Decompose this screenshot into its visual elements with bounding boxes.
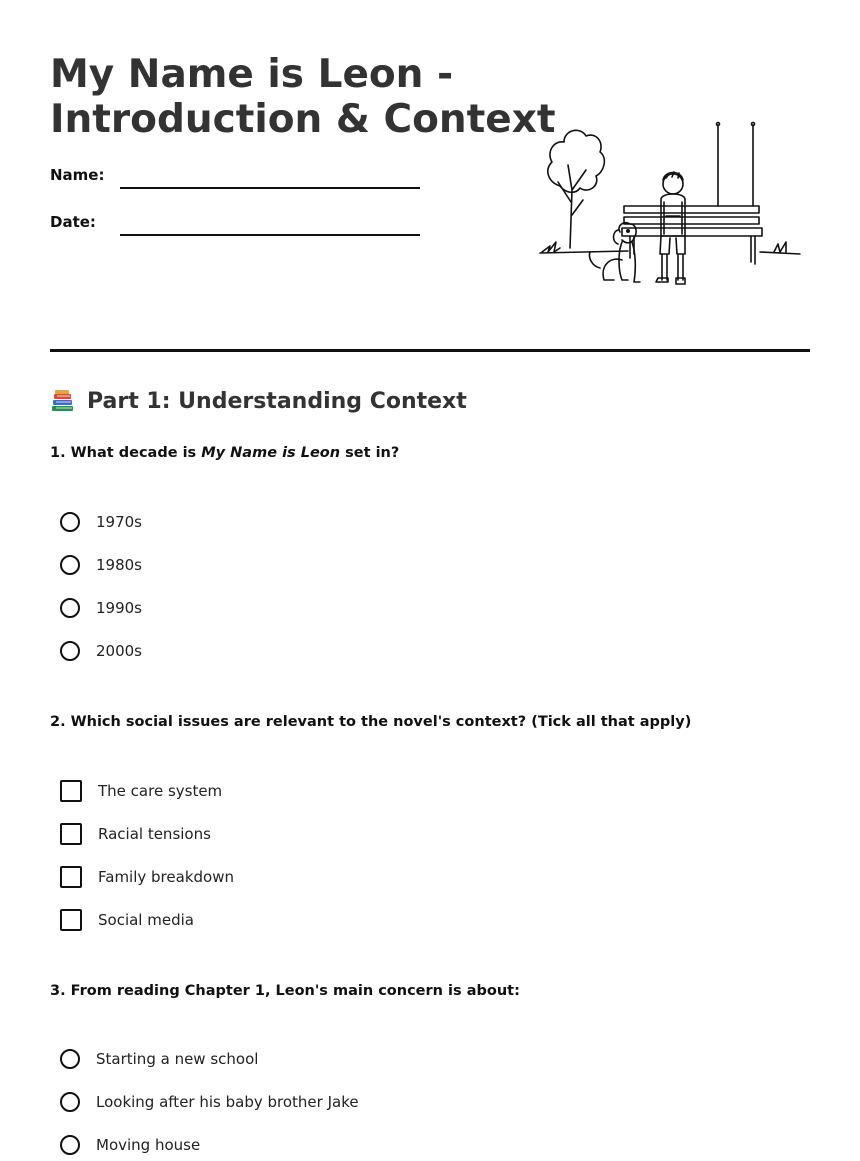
radio-button[interactable] <box>60 1049 80 1069</box>
option-label: The care system <box>98 782 223 800</box>
option-label: Looking after his baby brother Jake <box>96 1093 359 1111</box>
option-baby-brother[interactable] <box>60 1090 359 1114</box>
header-divider <box>50 349 810 352</box>
option-family-breakdown[interactable] <box>60 865 234 889</box>
question-2: 2. Which social issues are relevant to the novel's context? (Tick all that apply) <box>50 714 692 730</box>
question-1-prefix: 1. What decade is <box>50 445 202 461</box>
worksheet-title <box>50 52 556 142</box>
radio-button[interactable] <box>60 1092 80 1112</box>
checkbox[interactable] <box>60 823 82 845</box>
section-title: Part 1: Understanding Context <box>87 388 467 414</box>
name-field[interactable] <box>120 187 420 189</box>
radio-button[interactable] <box>60 641 80 661</box>
option-label: 1980s <box>96 556 142 574</box>
option-label: Social media <box>98 911 194 929</box>
checkbox[interactable] <box>60 909 82 931</box>
boy-and-dog-illustration <box>538 120 804 298</box>
date-label: Date: <box>50 213 96 231</box>
question-1-book-title: My Name is Leon <box>201 445 341 461</box>
option-social-media[interactable] <box>60 908 194 932</box>
title-line-2: Introduction & Context <box>50 97 556 142</box>
checkbox[interactable] <box>60 780 82 802</box>
question-3: 3. From reading Chapter 1, Leon's main concern is about: <box>50 983 520 999</box>
option-label: Moving house <box>96 1136 201 1154</box>
radio-button[interactable] <box>60 1135 80 1155</box>
section-heading <box>50 388 467 414</box>
option-1990s[interactable] <box>60 596 142 620</box>
name-label: Name: <box>50 166 105 184</box>
option-label: Starting a new school <box>96 1050 259 1068</box>
date-field[interactable] <box>120 234 420 236</box>
option-label: 1970s <box>96 513 142 531</box>
radio-button[interactable] <box>60 512 80 532</box>
option-moving-house[interactable] <box>60 1133 200 1157</box>
option-label: 1990s <box>96 599 142 617</box>
checkbox[interactable] <box>60 866 82 888</box>
option-care-system[interactable] <box>60 779 222 803</box>
question-1 <box>50 445 399 461</box>
option-label: Racial tensions <box>98 825 211 843</box>
option-racial-tensions[interactable] <box>60 822 211 846</box>
option-label: Family breakdown <box>98 868 234 886</box>
option-new-school[interactable] <box>60 1047 258 1071</box>
question-1-suffix: set in? <box>340 445 400 461</box>
option-label: 2000s <box>96 642 142 660</box>
title-line-1: My Name is Leon - <box>50 52 454 97</box>
option-1970s[interactable] <box>60 510 142 534</box>
radio-button[interactable] <box>60 598 80 618</box>
books-icon <box>50 388 76 414</box>
radio-button[interactable] <box>60 555 80 575</box>
option-2000s[interactable] <box>60 639 142 663</box>
option-1980s[interactable] <box>60 553 142 577</box>
